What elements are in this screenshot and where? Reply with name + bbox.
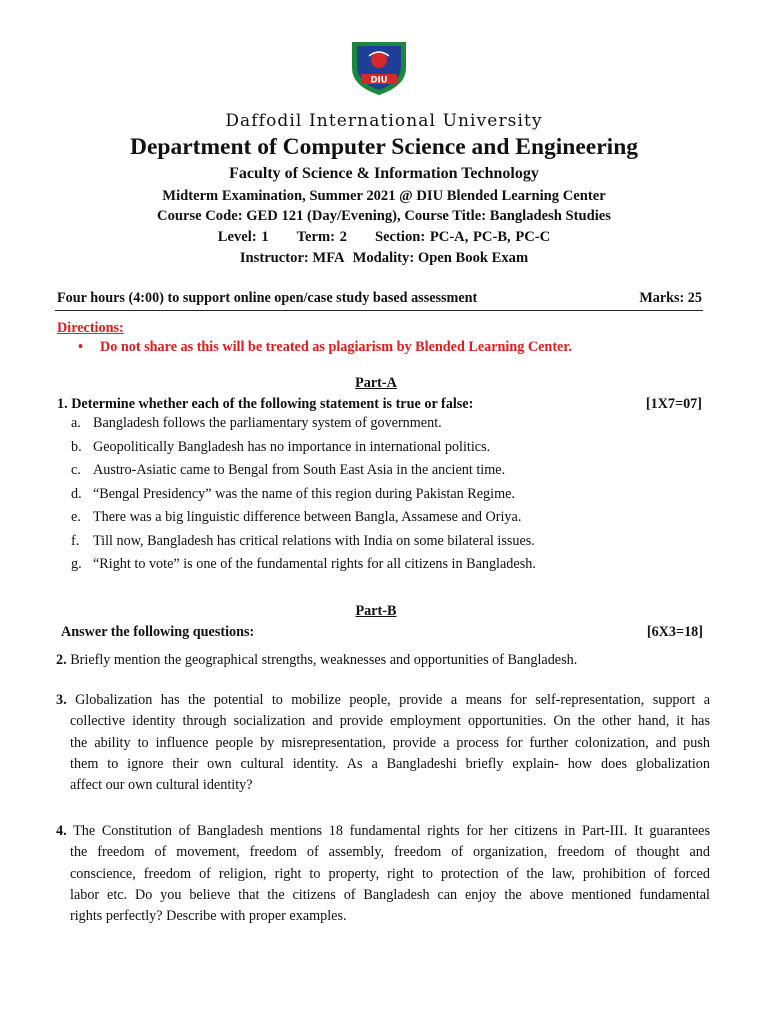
- tf-item-letter: b.: [71, 438, 82, 455]
- tf-item-text: Till now, Bangladesh has critical relations with India on some bilateral issues.: [93, 532, 535, 549]
- directions-item: [78, 339, 572, 356]
- tf-item-text: Austro-Asiatic came to Bengal from South East Asia in the ancient time.: [93, 462, 506, 478]
- total-marks: Marks: 25: [639, 290, 702, 306]
- tf-item-text: “Bengal Presidency” was the name of this region during Pakistan Regime.: [93, 485, 515, 502]
- tf-item-letter: d.: [71, 485, 82, 502]
- duration-text: Four hours (4:00) to support online open/case study based assessment: [57, 290, 478, 306]
- tf-item: [71, 486, 691, 503]
- instructor-modality-line: [0, 250, 768, 267]
- tf-item-letter: g.: [71, 556, 82, 572]
- exam-line: Midterm Examination, Summer 2021 @ DIU Blended Learning Center: [162, 188, 606, 204]
- question-2: [56, 650, 710, 671]
- directions-text: Do not share as this will be treated as plagiarism by Blended Learning Center.: [100, 339, 572, 355]
- instructor-text: Instructor: MFA: [239, 250, 345, 266]
- course-line: Course Code: GED 121 (Day/Evening), Course Title: Bangladesh Studies: [157, 208, 611, 224]
- tf-item: [71, 462, 691, 479]
- bullet-icon: •: [78, 339, 83, 355]
- question-line: them to ignore their own cultural identity. As a Bangladeshi briefly explain- how does globalization: [70, 755, 710, 772]
- question-line: The Constitution of Bangladesh mentions 18 fundamental rights for her citizens in Part-III. It guarantees: [73, 823, 710, 839]
- question-line: rights perfectly? Describe with proper examples.: [70, 908, 347, 925]
- university-name: Daffodil International University: [225, 111, 543, 131]
- part-b-title: Part-B: [355, 603, 397, 619]
- faculty-line: Faculty of Science & Information Technology: [229, 165, 539, 182]
- tf-item: [71, 533, 691, 550]
- section-text: Section: PC-A, PC-B, PC-C: [374, 229, 551, 245]
- tf-item-letter: e.: [71, 509, 81, 525]
- question-line: Briefly mention the geographical strengths, weaknesses and opportunities of Bangladesh.: [70, 652, 578, 668]
- tf-item-text: Bangladesh follows the parliamentary system of government.: [93, 415, 442, 431]
- part-a-title: Part-A: [355, 375, 397, 391]
- tf-item-letter: f.: [71, 532, 80, 549]
- tf-item-text: There was a big linguistic difference between Bangla, Assamese and Oriya.: [93, 509, 522, 525]
- part-b-instruction: Answer the following questions:: [61, 624, 255, 640]
- logo-text: DIU: [370, 75, 388, 86]
- directions-heading: Directions:: [57, 320, 124, 336]
- level-term-section-line: [0, 229, 768, 246]
- tf-item: [71, 439, 691, 456]
- part-b-instruction-row: [61, 624, 703, 641]
- question-1-text: 1. Determine whether each of the following statement is true or false:: [57, 396, 474, 412]
- tf-item-text: Geopolitically Bangladesh has no importance in international politics.: [93, 438, 491, 455]
- university-logo: [347, 34, 411, 98]
- modality-text: Modality: Open Book Exam: [352, 250, 529, 266]
- part-b-marks: [6X3=18]: [646, 624, 703, 640]
- divider-line: [55, 310, 703, 311]
- tf-item: [71, 415, 691, 432]
- tf-item: [71, 556, 691, 573]
- question-1: [57, 396, 702, 413]
- tf-item-letter: a.: [71, 415, 81, 431]
- question-number: 2.: [56, 652, 67, 668]
- level-text: Level: 1: [217, 229, 269, 245]
- question-4: [56, 821, 710, 927]
- department-title: Department of Computer Science and Engineering: [129, 134, 639, 160]
- question-line: affect our own cultural identity?: [70, 777, 253, 794]
- tf-item-text: “Right to vote” is one of the fundamental rights for all citizens in Bangladesh.: [93, 556, 536, 572]
- question-line: Globalization has the potential to mobilize people, provide a means for self-representation, support a: [75, 692, 710, 708]
- question-line: the freedom of movement, freedom of assembly, freedom of organization, freedom of thought and: [70, 844, 710, 861]
- question-line: labor etc. Do you believe that the citizens of Bangladesh can enjoy the above mentioned fundamental: [70, 886, 710, 903]
- tf-item: [71, 509, 691, 526]
- question-1-marks: [1X7=07]: [645, 396, 702, 412]
- duration-marks-row: [57, 290, 702, 307]
- question-number: 4.: [56, 823, 67, 839]
- question-line: the ability to influence people by misrepresentation, provide a process for further colonization, and push: [70, 734, 710, 751]
- question-line: collective identity through socialization and provide employment opportunities. On the other hand, it has: [70, 713, 710, 730]
- term-text: Term: 2: [296, 229, 347, 245]
- question-line: conscience, freedom of religion, right to property, right to protection of the law, prohibition of forced: [70, 865, 710, 882]
- question-3: [56, 690, 710, 796]
- question-number: 3.: [56, 692, 67, 708]
- tf-item-letter: c.: [71, 462, 81, 478]
